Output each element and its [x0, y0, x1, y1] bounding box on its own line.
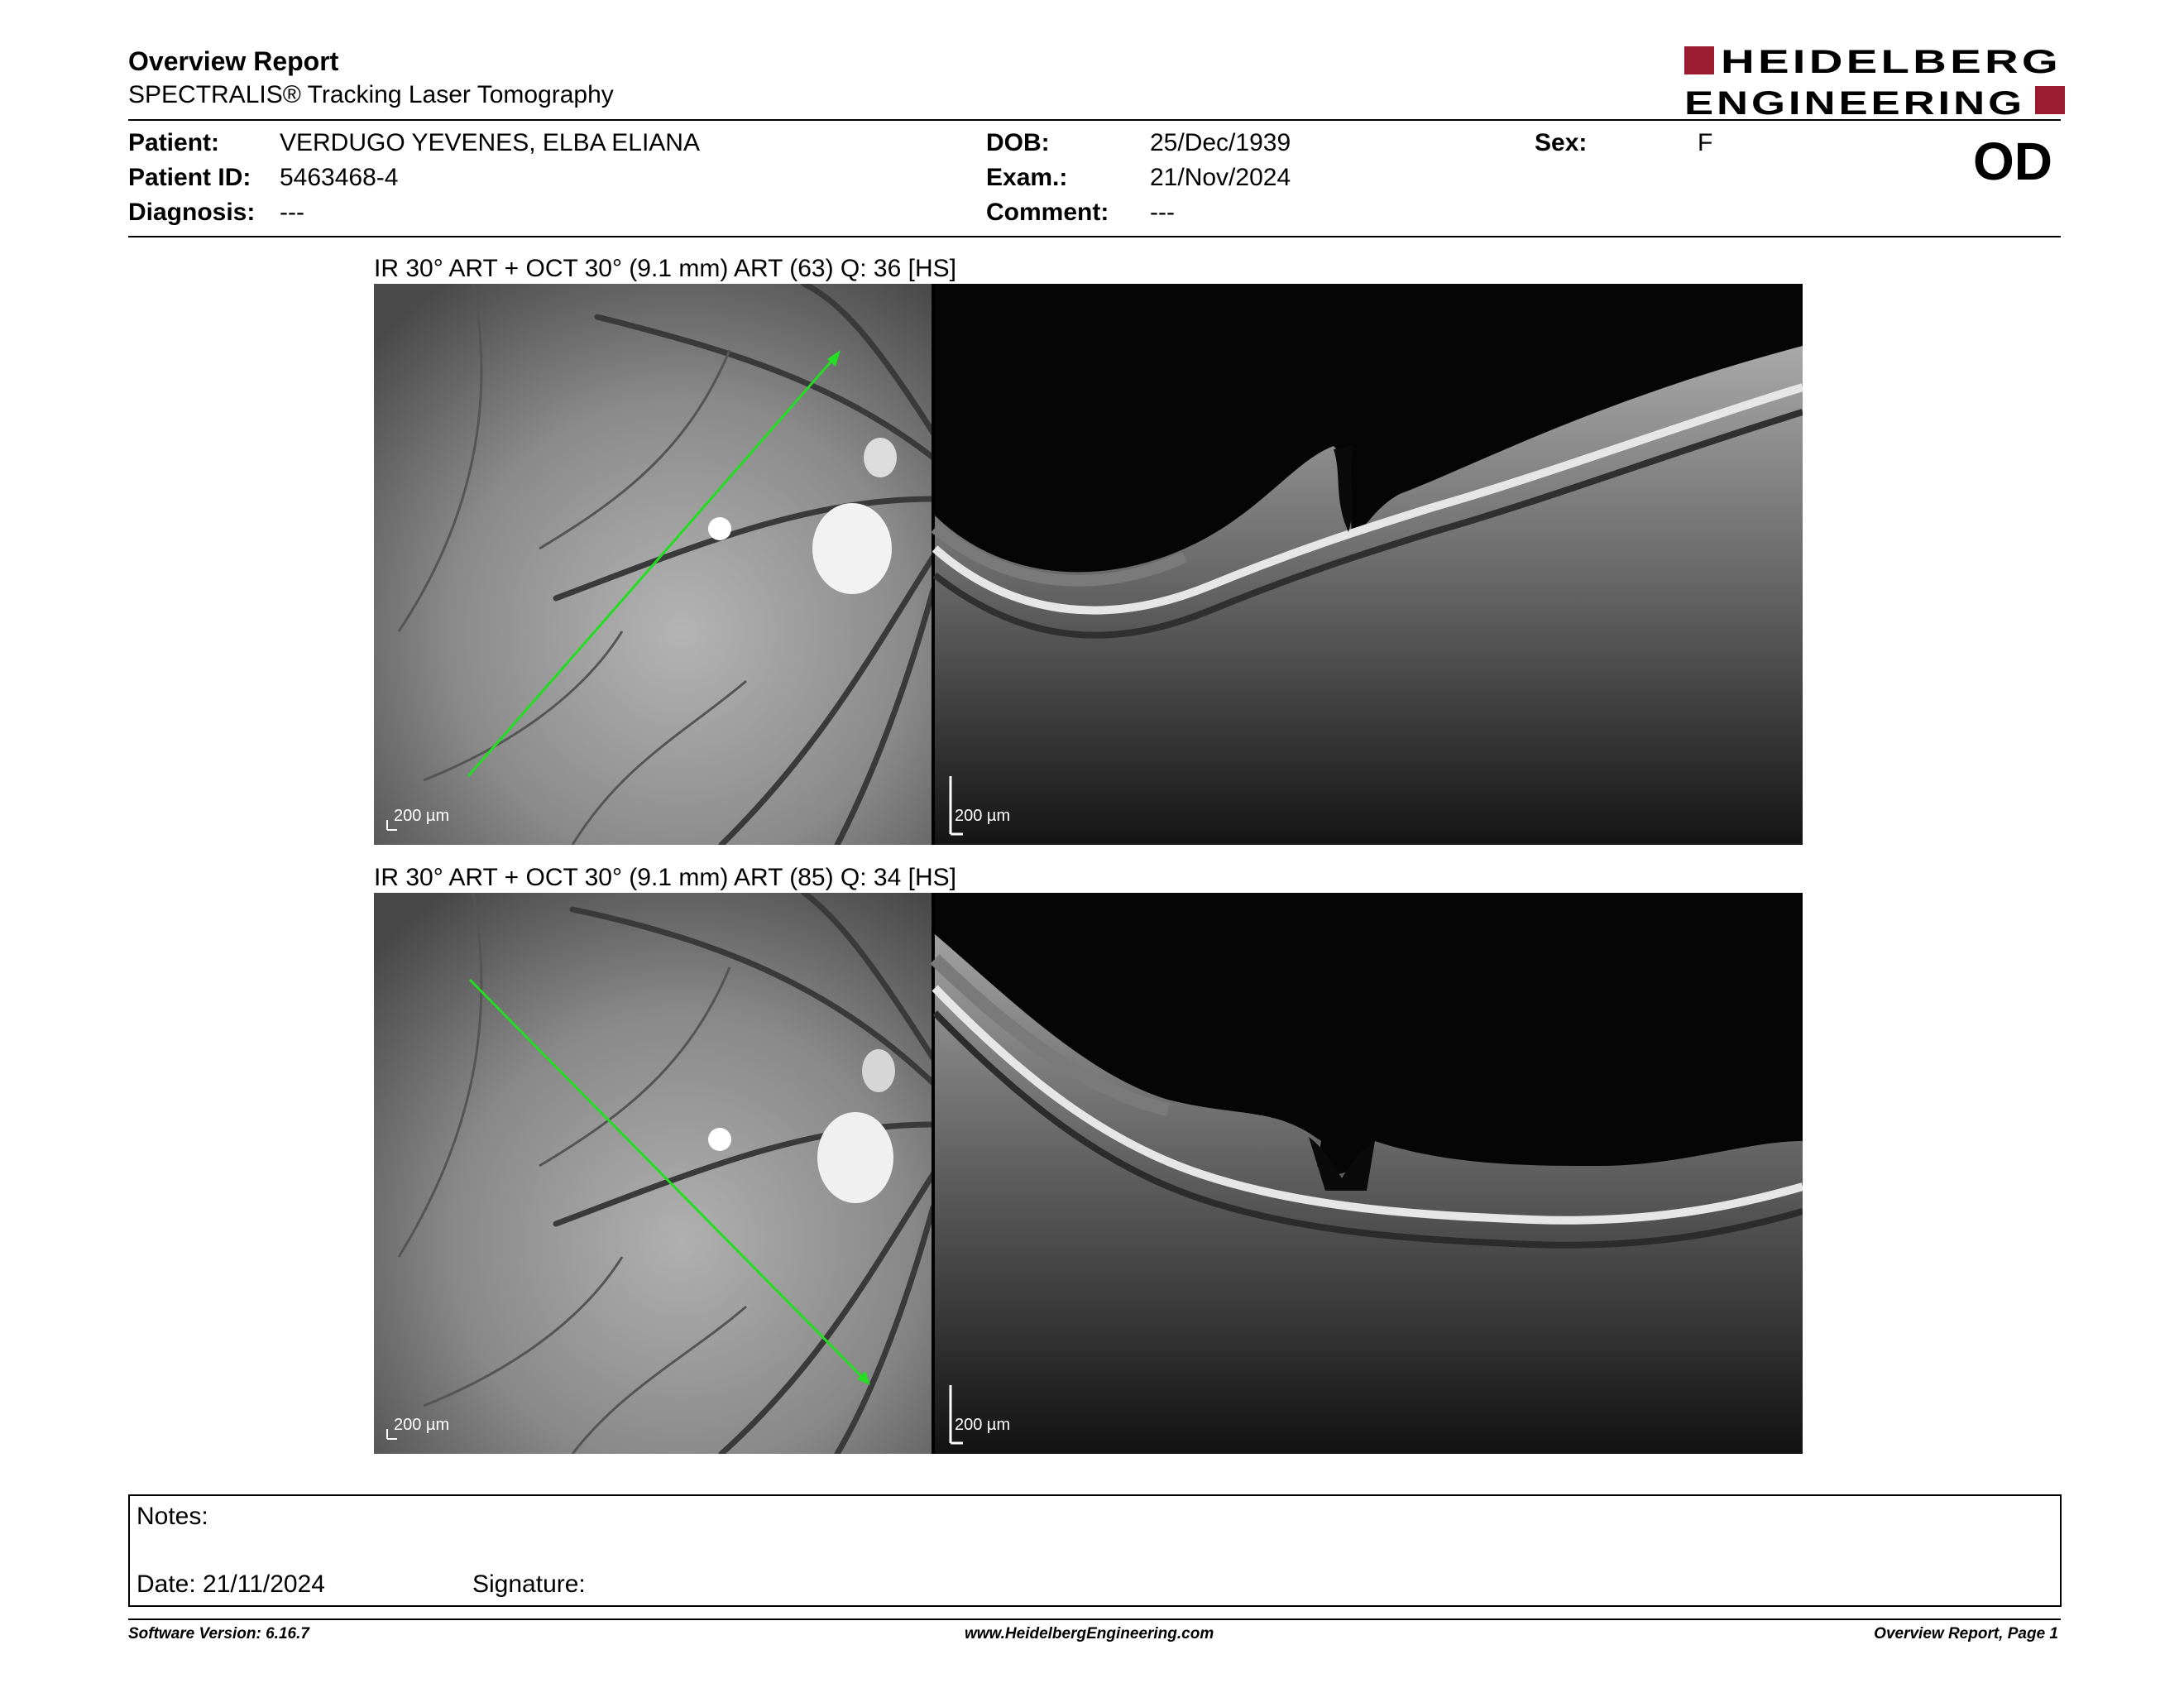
patient-id-value: 5463468-4: [280, 164, 399, 191]
patient-rule: [128, 236, 2061, 237]
website-link[interactable]: www.HeidelbergEngineering.com: [965, 1625, 1214, 1642]
report-title: Overview Report: [128, 46, 339, 76]
comment-value: ---: [1150, 199, 1175, 226]
logo-line1: HEIDELBERG: [1721, 45, 2062, 80]
sex-label: Sex:: [1535, 129, 1588, 156]
eye-indicator: OD: [1973, 132, 2052, 191]
ir-scale-label-2: 200 µm: [394, 1416, 450, 1434]
scan-1-panel: [374, 284, 1803, 845]
software-version: Software Version: 6.16.7: [128, 1625, 309, 1642]
footer-rule: [128, 1618, 2061, 1620]
header-rule: [128, 119, 2061, 121]
notes-date: Date: 21/11/2024: [136, 1571, 325, 1598]
patient-name: VERDUGO YEVENES, ELBA ELIANA: [280, 129, 700, 156]
dob-label: DOB:: [986, 129, 1050, 156]
scan-2-panel: [374, 893, 1803, 1454]
comment-label: Comment:: [986, 199, 1109, 226]
scan-2-title: IR 30° ART + OCT 30° (9.1 mm) ART (85) Q: 34 [HS]: [374, 864, 956, 891]
notes-box: [128, 1494, 2062, 1607]
oct-scale-label-2: 200 µm: [955, 1416, 1011, 1434]
diagnosis-value: ---: [280, 199, 304, 226]
report-subtitle: SPECTRALIS® Tracking Laser Tomography: [128, 81, 614, 108]
patient-label: Patient:: [128, 129, 220, 156]
page-number: Overview Report, Page 1: [1874, 1625, 2058, 1642]
oct-bscan-2: [935, 893, 1803, 1454]
ir-scale-label-1: 200 µm: [394, 807, 450, 825]
oct-scale-label-1: 200 µm: [955, 807, 1011, 825]
signature-label: Signature:: [472, 1571, 586, 1598]
heidelberg-logo: [1684, 45, 2065, 117]
logo-line2: ENGINEERING: [1684, 85, 2025, 117]
ir-fundus-image-2: [374, 893, 933, 1454]
dob-value: 25/Dec/1939: [1150, 129, 1291, 156]
sex-value: F: [1698, 129, 1713, 156]
scan-1-title: IR 30° ART + OCT 30° (9.1 mm) ART (63) Q: 36 [HS]: [374, 255, 956, 282]
notes-label: Notes:: [136, 1503, 208, 1530]
exam-label: Exam.:: [986, 164, 1068, 191]
diagnosis-label: Diagnosis:: [128, 199, 256, 226]
patient-id-label: Patient ID:: [128, 164, 251, 191]
oct-bscan-1: [935, 284, 1803, 845]
exam-value: 21/Nov/2024: [1150, 164, 1291, 191]
